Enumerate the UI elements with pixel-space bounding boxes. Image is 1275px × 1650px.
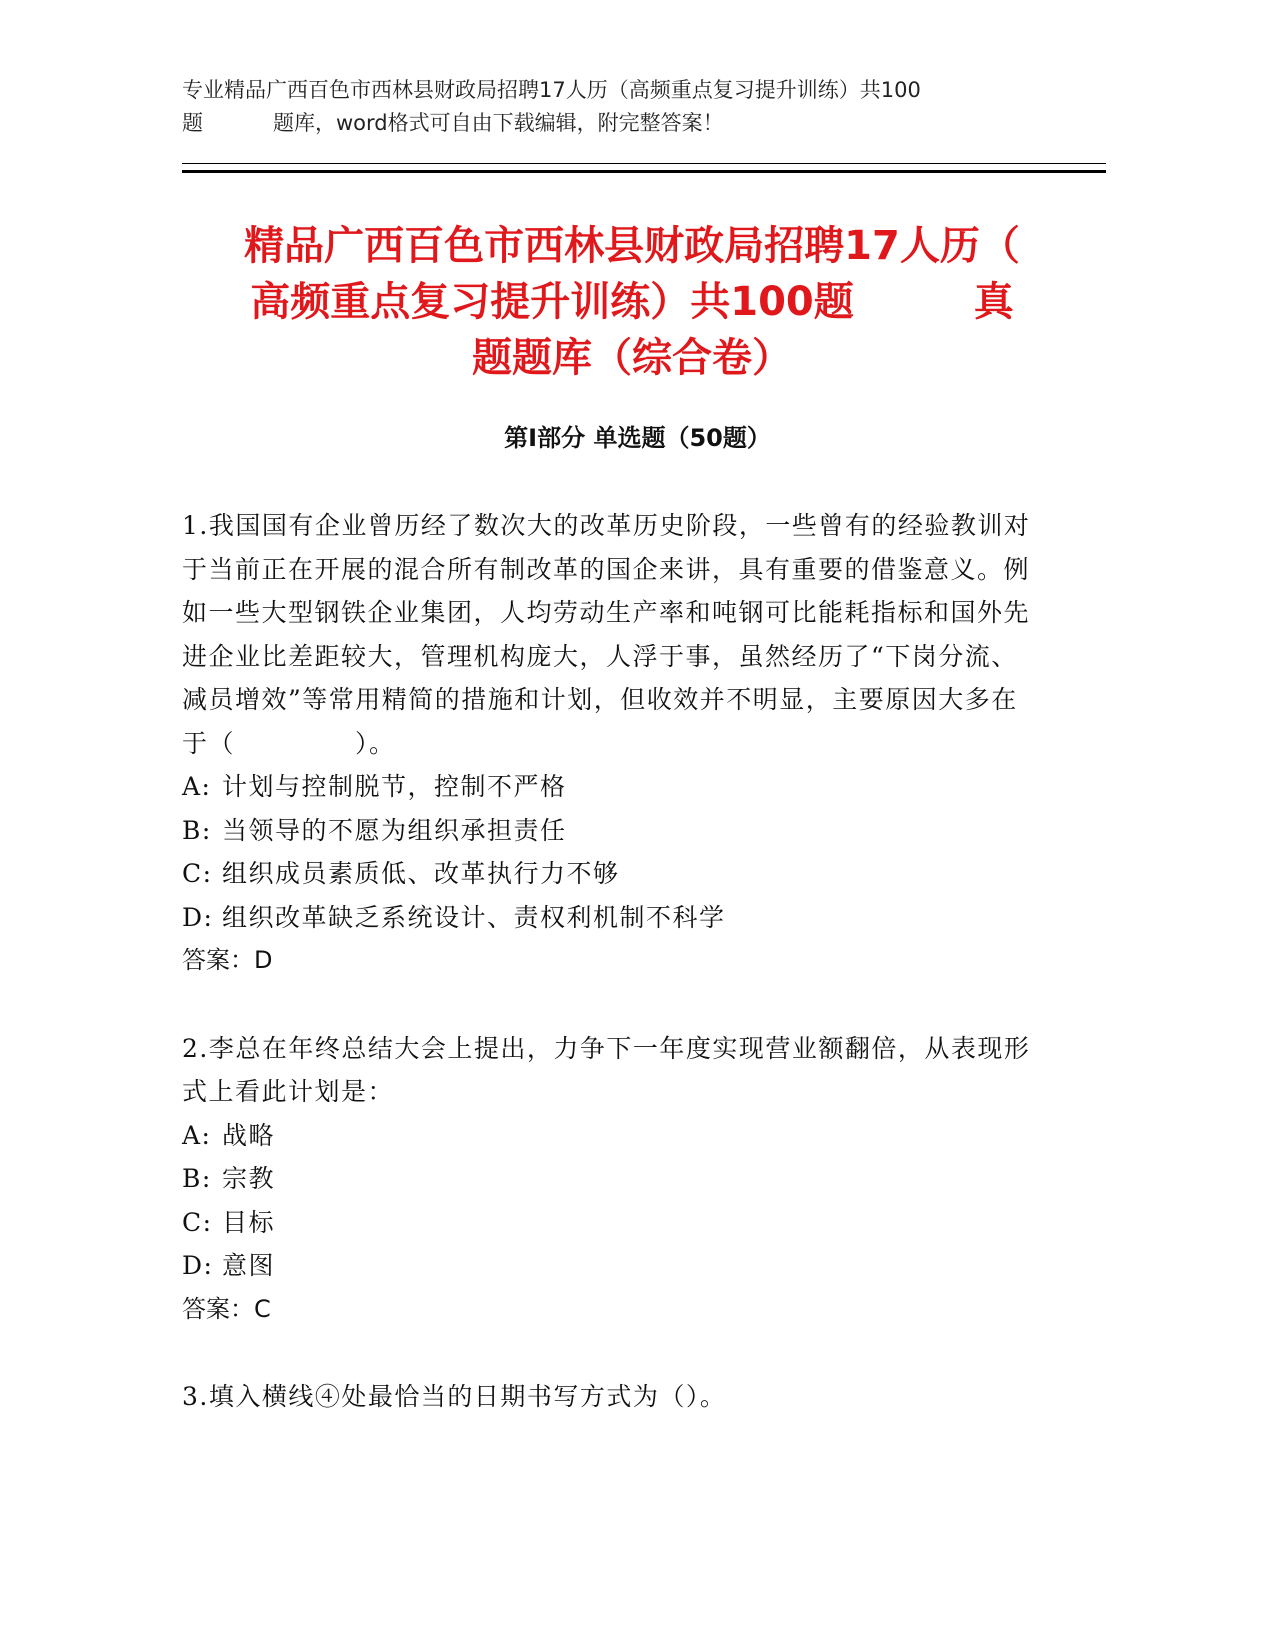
option-a: A: 战略: [182, 1120, 276, 1150]
question-text: 2.李总在年终总结大会上提出，力争下一年度实现营业额翻倍，从表现形式上看此计划是：: [182, 1033, 1031, 1106]
header-line-2-left: 题: [182, 111, 203, 135]
title-line-1: 精品广西百色市西林县财政局招聘17人历（: [244, 223, 1020, 269]
header-line-1: 专业精品广西百色市西林县财政局招聘17人历（高频重点复习提升训练）共100: [182, 78, 921, 102]
question-stem-end: ）。: [355, 728, 396, 758]
option-d: D: 组织改革缺乏系统设计、责权利机制不科学: [182, 902, 726, 932]
option-c: C: 目标: [182, 1207, 276, 1237]
title-line-2-left: 高频重点复习提升训练）共100题: [250, 279, 854, 325]
answer-line: 答案：D: [182, 946, 273, 974]
option-c: C: 组织成员素质低、改革执行力不够: [182, 859, 620, 888]
question-text: [182, 504, 1042, 765]
page-header: [182, 74, 1082, 140]
question-item: [182, 504, 1042, 983]
header-line-2: [182, 107, 1082, 140]
question-list: [182, 504, 1042, 1419]
title-line-3: 题题库（综合卷）: [472, 335, 792, 381]
header-divider-thin: [182, 163, 1106, 164]
option-d: D: 意图: [182, 1251, 276, 1280]
header-divider-thick: [182, 170, 1106, 173]
question-item: [182, 1375, 1042, 1419]
section-heading: 第Ⅰ部分 单选题（50题）: [504, 424, 771, 452]
question-text: 3.填入横线④处最恰当的日期书写方式为（）。: [182, 1382, 727, 1411]
answer-line: 答案：C: [182, 1294, 271, 1323]
question-stem: 1.我国国有企业曾历经了数次大的改革历史阶段，一些曾有的经验教训对于当前正在开展的混合所有制改革的国企来讲，具有重要的借鉴意义。例如一些大型钢铁企业集团，人均劳动生产率和吨钢可比能耗指标和国外先进企业比差距较大，管理机构庞大，人浮于事，虽然经历了“下岗分流、减员增效”等常用精简的措施和计划，但收效并不明显，主要原因大多在于（: [182, 511, 1031, 758]
question-item: [182, 1027, 1042, 1332]
title-line-2-right: 真: [973, 279, 1014, 325]
option-b: B: 宗教: [182, 1164, 276, 1193]
header-line-2-right: 题库，word格式可自由下载编辑，附完整答案！: [273, 111, 724, 135]
document-title: [182, 218, 1082, 386]
option-a: A: 计划与控制脱节，控制不严格: [182, 772, 567, 801]
option-b: B: 当领导的不愿为组织承担责任: [182, 815, 567, 845]
title-line-2: [182, 274, 1082, 330]
